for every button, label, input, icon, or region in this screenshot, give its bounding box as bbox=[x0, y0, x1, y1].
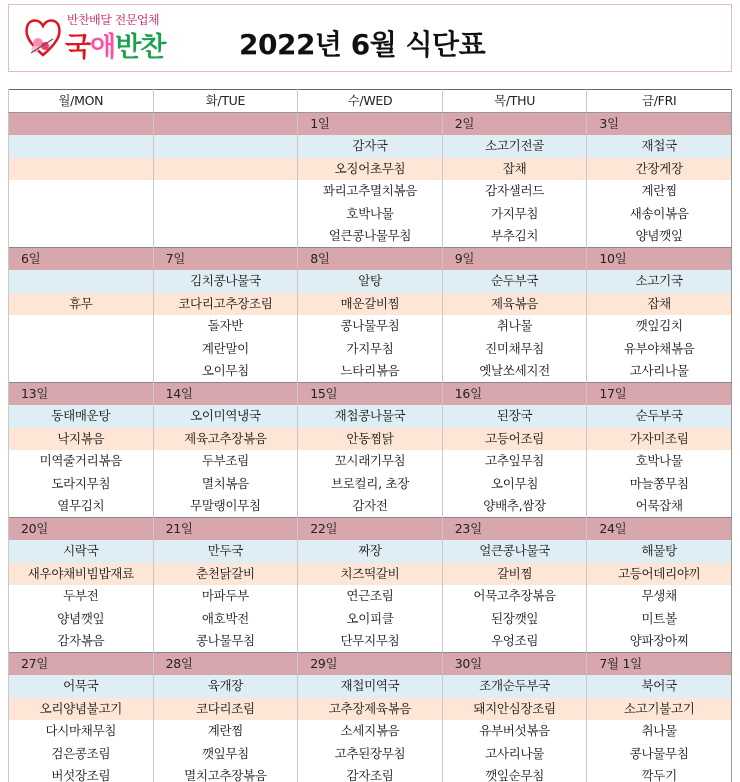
menu-item: 유부야채볶음 bbox=[587, 338, 732, 361]
menu-item: 깻잎무침 bbox=[153, 743, 298, 766]
page-title: 2022년 6월 식단표 bbox=[239, 28, 486, 61]
menu-item: 순두부국 bbox=[442, 270, 587, 293]
menu-item: 코다리고추장조림 bbox=[153, 293, 298, 316]
menu-item: 멸치고추장볶음 bbox=[153, 765, 298, 782]
menu-item: 소고기국 bbox=[587, 270, 732, 293]
brand-part-2: 애 bbox=[90, 32, 116, 63]
menu-row bbox=[9, 203, 732, 226]
menu-row bbox=[9, 743, 732, 766]
menu-item: 오이무침 bbox=[153, 360, 298, 383]
menu-item: 휴무 bbox=[9, 293, 154, 316]
menu-row bbox=[9, 495, 732, 518]
day-header-mon: 월/MON bbox=[9, 90, 154, 113]
menu-item: 호박나물 bbox=[298, 203, 443, 226]
menu-item bbox=[153, 135, 298, 158]
menu-item: 버섯장조림 bbox=[9, 765, 154, 782]
menu-item bbox=[9, 158, 154, 181]
menu-row bbox=[9, 225, 732, 248]
menu-item bbox=[9, 225, 154, 248]
menu-item: 고등어조림 bbox=[442, 428, 587, 451]
day-header-thu: 목/THU bbox=[442, 90, 587, 113]
date-row bbox=[9, 113, 732, 136]
date-cell: 3일 bbox=[587, 113, 732, 136]
menu-item: 고등어데리야끼 bbox=[587, 563, 732, 586]
date-cell: 24일 bbox=[587, 518, 732, 541]
menu-item: 얼큰콩나물무침 bbox=[298, 225, 443, 248]
menu-item: 된장깻잎 bbox=[442, 608, 587, 631]
menu-item bbox=[9, 180, 154, 203]
menu-row bbox=[9, 158, 732, 181]
date-cell: 2일 bbox=[442, 113, 587, 136]
menu-item: 만두국 bbox=[153, 540, 298, 563]
brand-name bbox=[65, 25, 165, 64]
menu-body bbox=[9, 113, 732, 782]
menu-item: 짜장 bbox=[298, 540, 443, 563]
menu-item: 고사리나물 bbox=[587, 360, 732, 383]
date-cell: 20일 bbox=[9, 518, 154, 541]
menu-item: 알탕 bbox=[298, 270, 443, 293]
menu-item: 고추장제육볶음 bbox=[298, 698, 443, 721]
menu-item: 오리양념불고기 bbox=[9, 698, 154, 721]
menu-item: 호박나물 bbox=[587, 450, 732, 473]
day-header-fri: 금/FRI bbox=[587, 90, 732, 113]
menu-item: 소고기불고기 bbox=[587, 698, 732, 721]
menu-item: 돌자반 bbox=[153, 315, 298, 338]
brand-part-3: 반찬 bbox=[115, 32, 166, 63]
menu-item: 코다리조림 bbox=[153, 698, 298, 721]
date-cell bbox=[153, 113, 298, 136]
menu-item: 양념깻잎 bbox=[587, 225, 732, 248]
menu-item: 무생채 bbox=[587, 585, 732, 608]
menu-item: 깻잎순무침 bbox=[442, 765, 587, 782]
menu-row bbox=[9, 293, 732, 316]
menu-item: 재첩콩나물국 bbox=[298, 405, 443, 428]
menu-item: 순두부국 bbox=[587, 405, 732, 428]
menu-item bbox=[153, 203, 298, 226]
menu-item bbox=[9, 203, 154, 226]
day-header-row bbox=[9, 90, 732, 113]
menu-item: 취나물 bbox=[587, 720, 732, 743]
brand-part-1: 국 bbox=[65, 32, 91, 63]
menu-item: 감자국 bbox=[298, 135, 443, 158]
date-cell: 15일 bbox=[298, 383, 443, 406]
menu-item: 가자미조림 bbox=[587, 428, 732, 451]
date-cell: 21일 bbox=[153, 518, 298, 541]
menu-item: 소고기전골 bbox=[442, 135, 587, 158]
menu-item: 고사리나물 bbox=[442, 743, 587, 766]
date-cell: 13일 bbox=[9, 383, 154, 406]
day-header-tue: 화/TUE bbox=[153, 90, 298, 113]
menu-row bbox=[9, 585, 732, 608]
menu-item: 느타리볶음 bbox=[298, 360, 443, 383]
menu-item: 두부전 bbox=[9, 585, 154, 608]
date-row bbox=[9, 518, 732, 541]
menu-item: 마파두부 bbox=[153, 585, 298, 608]
menu-item: 잡채 bbox=[442, 158, 587, 181]
day-header-wed: 수/WED bbox=[298, 90, 443, 113]
menu-item bbox=[9, 135, 154, 158]
brand-tagline: 반찬배달 전문업체 bbox=[67, 13, 160, 27]
menu-item: 멸치볶음 bbox=[153, 473, 298, 496]
menu-item: 계란찜 bbox=[587, 180, 732, 203]
menu-item: 된장국 bbox=[442, 405, 587, 428]
menu-item: 김치콩나물국 bbox=[153, 270, 298, 293]
menu-item: 꼬시래기무침 bbox=[298, 450, 443, 473]
menu-item bbox=[9, 270, 154, 293]
date-cell: 14일 bbox=[153, 383, 298, 406]
menu-item: 미역줄거리볶음 bbox=[9, 450, 154, 473]
date-cell: 7월 1일 bbox=[587, 653, 732, 676]
menu-item: 제육볶음 bbox=[442, 293, 587, 316]
menu-item: 가지무침 bbox=[442, 203, 587, 226]
menu-item: 열무김치 bbox=[9, 495, 154, 518]
date-row bbox=[9, 383, 732, 406]
menu-item: 어묵잡채 bbox=[587, 495, 732, 518]
page-header bbox=[8, 4, 732, 72]
menu-item: 동태매운탕 bbox=[9, 405, 154, 428]
menu-item: 오징어초무침 bbox=[298, 158, 443, 181]
menu-row bbox=[9, 630, 732, 653]
menu-row bbox=[9, 765, 732, 782]
menu-item: 고추잎무침 bbox=[442, 450, 587, 473]
menu-item: 감자조림 bbox=[298, 765, 443, 782]
date-cell: 27일 bbox=[9, 653, 154, 676]
menu-item: 콩나물무침 bbox=[298, 315, 443, 338]
menu-item: 콩나물무침 bbox=[587, 743, 732, 766]
menu-item: 옛날쏘세지전 bbox=[442, 360, 587, 383]
date-cell: 10일 bbox=[587, 248, 732, 271]
date-cell: 22일 bbox=[298, 518, 443, 541]
menu-item bbox=[9, 315, 154, 338]
menu-item: 계란말이 bbox=[153, 338, 298, 361]
menu-item: 오이무침 bbox=[442, 473, 587, 496]
menu-item: 양파장아찌 bbox=[587, 630, 732, 653]
menu-item: 간장게장 bbox=[587, 158, 732, 181]
menu-item: 북어국 bbox=[587, 675, 732, 698]
date-cell: 28일 bbox=[153, 653, 298, 676]
menu-item: 꽈리고추멸치볶음 bbox=[298, 180, 443, 203]
menu-item: 양념깻잎 bbox=[9, 608, 154, 631]
menu-item: 새우야채비빔밥재료 bbox=[9, 563, 154, 586]
menu-item: 재첩국 bbox=[587, 135, 732, 158]
date-row bbox=[9, 653, 732, 676]
menu-item bbox=[9, 338, 154, 361]
menu-item: 해물탕 bbox=[587, 540, 732, 563]
menu-item: 브로컬리, 초장 bbox=[298, 473, 443, 496]
date-cell: 16일 bbox=[442, 383, 587, 406]
menu-item: 무말랭이무침 bbox=[153, 495, 298, 518]
menu-item: 안동찜닭 bbox=[298, 428, 443, 451]
menu-item: 콩나물무침 bbox=[153, 630, 298, 653]
menu-item: 갈비찜 bbox=[442, 563, 587, 586]
menu-row bbox=[9, 405, 732, 428]
menu-row bbox=[9, 428, 732, 451]
menu-item: 소세지볶음 bbox=[298, 720, 443, 743]
menu-item: 애호박전 bbox=[153, 608, 298, 631]
menu-item: 검은콩조림 bbox=[9, 743, 154, 766]
menu-item: 잡채 bbox=[587, 293, 732, 316]
menu-item: 치즈떡갈비 bbox=[298, 563, 443, 586]
menu-item: 오이피클 bbox=[298, 608, 443, 631]
menu-item: 오이미역냉국 bbox=[153, 405, 298, 428]
menu-item: 깻잎김치 bbox=[587, 315, 732, 338]
date-cell: 23일 bbox=[442, 518, 587, 541]
date-cell: 17일 bbox=[587, 383, 732, 406]
date-cell: 29일 bbox=[298, 653, 443, 676]
menu-item: 다시마채무침 bbox=[9, 720, 154, 743]
menu-item: 진미채무침 bbox=[442, 338, 587, 361]
menu-row bbox=[9, 360, 732, 383]
menu-item bbox=[153, 180, 298, 203]
date-cell: 1일 bbox=[298, 113, 443, 136]
date-cell: 9일 bbox=[442, 248, 587, 271]
menu-row bbox=[9, 135, 732, 158]
menu-row bbox=[9, 698, 732, 721]
menu-item bbox=[153, 158, 298, 181]
menu-row bbox=[9, 563, 732, 586]
menu-item: 어묵고추장볶음 bbox=[442, 585, 587, 608]
menu-item: 조개순두부국 bbox=[442, 675, 587, 698]
date-row bbox=[9, 248, 732, 271]
menu-item: 마늘쫑무침 bbox=[587, 473, 732, 496]
menu-row bbox=[9, 270, 732, 293]
menu-item: 부추김치 bbox=[442, 225, 587, 248]
menu-item: 감자샐러드 bbox=[442, 180, 587, 203]
menu-item: 낙지볶음 bbox=[9, 428, 154, 451]
menu-item: 단무지무침 bbox=[298, 630, 443, 653]
menu-row bbox=[9, 473, 732, 496]
menu-item: 매운갈비찜 bbox=[298, 293, 443, 316]
menu-item: 연근조림 bbox=[298, 585, 443, 608]
menu-row bbox=[9, 338, 732, 361]
menu-item: 가지무침 bbox=[298, 338, 443, 361]
menu-item: 고추된장무침 bbox=[298, 743, 443, 766]
menu-row bbox=[9, 608, 732, 631]
menu-row bbox=[9, 180, 732, 203]
menu-row bbox=[9, 675, 732, 698]
menu-item: 재첩미역국 bbox=[298, 675, 443, 698]
menu-item: 새송이볶음 bbox=[587, 203, 732, 226]
heart-flower-icon bbox=[23, 13, 63, 59]
menu-item: 계란찜 bbox=[153, 720, 298, 743]
menu-item bbox=[9, 360, 154, 383]
menu-item: 감자전 bbox=[298, 495, 443, 518]
menu-item: 돼지안심장조림 bbox=[442, 698, 587, 721]
menu-row bbox=[9, 540, 732, 563]
menu-item: 춘천닭갈비 bbox=[153, 563, 298, 586]
menu-item bbox=[153, 225, 298, 248]
menu-row bbox=[9, 720, 732, 743]
menu-item: 얼큰콩나물국 bbox=[442, 540, 587, 563]
menu-item: 두부조림 bbox=[153, 450, 298, 473]
menu-item: 미트볼 bbox=[587, 608, 732, 631]
date-cell bbox=[9, 113, 154, 136]
menu-item: 양배추,쌈장 bbox=[442, 495, 587, 518]
menu-table bbox=[8, 89, 732, 782]
menu-item: 도라지무침 bbox=[9, 473, 154, 496]
menu-item: 육개장 bbox=[153, 675, 298, 698]
menu-item: 유부버섯볶음 bbox=[442, 720, 587, 743]
date-cell: 7일 bbox=[153, 248, 298, 271]
date-cell: 30일 bbox=[442, 653, 587, 676]
brand-logo bbox=[23, 9, 203, 67]
menu-row bbox=[9, 450, 732, 473]
menu-item: 시락국 bbox=[9, 540, 154, 563]
menu-item: 취나물 bbox=[442, 315, 587, 338]
menu-item: 우엉조림 bbox=[442, 630, 587, 653]
date-cell: 8일 bbox=[298, 248, 443, 271]
menu-row bbox=[9, 315, 732, 338]
menu-item: 깍두기 bbox=[587, 765, 732, 782]
menu-item: 제육고추장볶음 bbox=[153, 428, 298, 451]
menu-item: 어묵국 bbox=[9, 675, 154, 698]
date-cell: 6일 bbox=[9, 248, 154, 271]
menu-item: 감자볶음 bbox=[9, 630, 154, 653]
